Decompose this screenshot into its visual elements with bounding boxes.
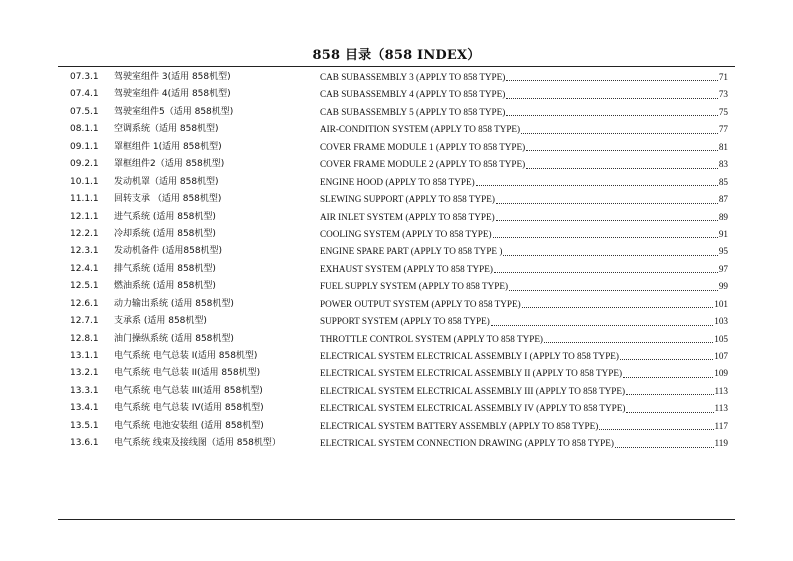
dot-leader <box>623 377 713 378</box>
page-number: 97 <box>718 263 728 274</box>
english-title: AIR-CONDITION SYSTEM (APPLY TO 858 TYPE) <box>320 124 521 135</box>
english-title: FUEL SUPPLY SYSTEM (APPLY TO 858 TYPE) <box>320 281 509 292</box>
dot-leader <box>506 115 717 116</box>
dot-leader <box>476 185 718 186</box>
index-row <box>0 139 793 156</box>
chinese-title: 动力输出系统 (适用 858机型) <box>114 298 234 309</box>
chinese-title: 发动机罩（适用 858机型) <box>114 176 219 187</box>
dot-leader <box>503 255 717 256</box>
english-title-line <box>320 313 728 330</box>
section-number: 12.1.1 <box>70 211 99 222</box>
dot-leader <box>493 237 718 238</box>
chinese-title: 电气系统 电气总装 I(适用 858机型) <box>114 351 258 361</box>
chinese-title: 驾驶室组件5（适用 858机型) <box>114 106 234 117</box>
chinese-title: 驾驶室组件 4(适用 858机型) <box>114 89 231 100</box>
dot-leader <box>506 98 717 99</box>
section-number: 07.4.1 <box>70 89 99 100</box>
section-number: 10.1.1 <box>70 176 99 187</box>
section-number: 11.1.1 <box>70 194 99 205</box>
english-title: ELECTRICAL SYSTEM ELECTRICAL ASSEMBLY IV (APPLY TO 858 TYPE) <box>320 403 626 414</box>
chinese-title: 电气系统 电池安装组 (适用 858机型) <box>114 420 264 431</box>
section-number: 12.7.1 <box>70 316 99 327</box>
english-title-line <box>320 174 728 191</box>
page-number: 83 <box>718 159 728 170</box>
english-title-line <box>320 139 728 156</box>
section-number: 13.1.1 <box>70 351 99 361</box>
index-row <box>0 331 793 348</box>
index-row <box>0 365 793 382</box>
dot-leader <box>526 150 718 151</box>
page-number: 91 <box>718 228 728 239</box>
index-row <box>0 174 793 191</box>
page-number: 107 <box>714 351 728 361</box>
english-title: SLEWING SUPPORT (APPLY TO 858 TYPE) <box>320 194 495 205</box>
dot-leader <box>496 220 718 221</box>
english-title: COVER FRAME MODULE 2 (APPLY TO 858 TYPE) <box>320 159 526 170</box>
index-row <box>0 296 793 313</box>
english-title: CAB SUBASSEMBLY 5 (APPLY TO 858 TYPE) <box>320 106 506 117</box>
english-title: ELECTRICAL SYSTEM BATTERY ASSEMBLY (APPLY TO 858 TYPE) <box>320 420 599 431</box>
index-row <box>0 191 793 208</box>
chinese-title: 电气系统 电气总装 II(适用 858机型) <box>114 368 261 379</box>
page-number: 101 <box>714 298 728 309</box>
english-title: ENGINE SPARE PART (APPLY TO 858 TYPE ) <box>320 246 503 257</box>
english-title: CAB SUBASSEMBLY 3 (APPLY TO 858 TYPE) <box>320 72 506 82</box>
page-number: 109 <box>714 368 728 379</box>
english-title: ENGINE HOOD (APPLY TO 858 TYPE) <box>320 176 475 187</box>
top-rule <box>58 66 735 67</box>
english-title-line <box>320 261 728 278</box>
english-title-line <box>320 331 728 348</box>
english-title: ELECTRICAL SYSTEM CONNECTION DRAWING (APPLY TO 858 TYPE) <box>320 438 614 449</box>
chinese-title: 排气系统 (适用 858机型) <box>114 263 216 274</box>
page-number: 113 <box>714 403 728 414</box>
index-row <box>0 348 793 365</box>
section-number: 13.5.1 <box>70 420 99 431</box>
section-number: 12.6.1 <box>70 298 99 309</box>
index-list <box>0 69 793 453</box>
english-title-line <box>320 226 728 243</box>
chinese-title: 空调系统（适用 858机型) <box>114 124 219 135</box>
english-title-line <box>320 435 728 452</box>
chinese-title: 电气系统 线束及接线图（适用 858机型） <box>114 438 281 449</box>
dot-leader <box>626 394 713 395</box>
section-number: 12.4.1 <box>70 263 99 274</box>
index-row <box>0 418 793 435</box>
dot-leader <box>506 80 717 81</box>
dot-leader <box>494 272 718 273</box>
section-number: 09.1.1 <box>70 141 99 152</box>
page-number: 75 <box>718 106 728 117</box>
dot-leader <box>620 359 713 360</box>
english-title-line <box>320 121 728 138</box>
english-title: CAB SUBASSEMBLY 4 (APPLY TO 858 TYPE) <box>320 89 506 100</box>
index-row <box>0 313 793 330</box>
page-number: 117 <box>714 420 728 431</box>
dot-leader <box>526 168 718 169</box>
english-title: COVER FRAME MODULE 1 (APPLY TO 858 TYPE) <box>320 141 526 152</box>
page-number: 73 <box>718 89 728 100</box>
page-number: 71 <box>718 72 728 82</box>
index-row <box>0 86 793 103</box>
section-number: 07.3.1 <box>70 72 99 82</box>
english-title: ELECTRICAL SYSTEM ELECTRICAL ASSEMBLY II (APPLY TO 858 TYPE) <box>320 368 623 379</box>
index-row <box>0 104 793 121</box>
dot-leader <box>615 447 714 448</box>
english-title-line <box>320 296 728 313</box>
page-number: 99 <box>718 281 728 292</box>
section-number: 13.2.1 <box>70 368 99 379</box>
index-row <box>0 156 793 173</box>
dot-leader <box>522 307 714 308</box>
english-title-line <box>320 86 728 103</box>
index-row <box>0 209 793 226</box>
page-number: 119 <box>714 438 728 449</box>
index-row <box>0 226 793 243</box>
chinese-title: 回转支承 （适用 858机型) <box>114 194 222 205</box>
page-number: 95 <box>718 246 728 257</box>
dot-leader <box>509 290 718 291</box>
chinese-title: 驾驶室组件 3(适用 858机型) <box>114 72 231 82</box>
english-title-line <box>320 383 728 400</box>
dot-leader <box>544 342 713 343</box>
index-row <box>0 400 793 417</box>
index-row <box>0 383 793 400</box>
section-number: 12.8.1 <box>70 333 99 344</box>
dot-leader <box>491 325 713 326</box>
english-title-line <box>320 365 728 382</box>
page-number: 77 <box>718 124 728 135</box>
chinese-title: 发动机备件 (适用858机型) <box>114 246 223 257</box>
chinese-title: 罩框组件 1(适用 858机型) <box>114 141 222 152</box>
english-title-line <box>320 418 728 435</box>
page-number: 87 <box>718 194 728 205</box>
section-number: 13.6.1 <box>70 438 99 449</box>
index-row <box>0 243 793 260</box>
english-title: THROTTLE CONTROL SYSTEM (APPLY TO 858 TYPE) <box>320 333 543 344</box>
index-row <box>0 261 793 278</box>
english-title-line <box>320 209 728 226</box>
page-number: 89 <box>718 211 728 222</box>
chinese-title: 冷却系统 (适用 858机型) <box>114 228 216 239</box>
chinese-title: 电气系统 电气总装 IV(适用 858机型) <box>114 403 264 414</box>
chinese-title: 油门操纵系统 (适用 858机型) <box>114 333 234 344</box>
index-row <box>0 121 793 138</box>
english-title: ELECTRICAL SYSTEM ELECTRICAL ASSEMBLY I (APPLY TO 858 TYPE) <box>320 351 619 361</box>
page-number: 113 <box>714 385 728 396</box>
english-title: ELECTRICAL SYSTEM ELECTRICAL ASSEMBLY III (APPLY TO 858 TYPE) <box>320 385 626 396</box>
english-title-line <box>320 348 728 365</box>
english-title: SUPPORT SYSTEM (APPLY TO 858 TYPE) <box>320 316 490 327</box>
index-row <box>0 435 793 452</box>
dot-leader <box>521 133 718 134</box>
bottom-rule <box>58 519 735 520</box>
page-title: 858 目录（858 INDEX） <box>312 48 481 63</box>
english-title: AIR INLET SYSTEM (APPLY TO 858 TYPE) <box>320 211 495 222</box>
dot-leader <box>599 429 713 430</box>
index-row <box>0 69 793 86</box>
section-number: 12.3.1 <box>70 246 99 257</box>
dot-leader <box>496 203 718 204</box>
dot-leader <box>626 412 713 413</box>
section-number: 13.3.1 <box>70 385 99 396</box>
english-title-line <box>320 69 728 86</box>
chinese-title: 罩框组件2（适用 858机型) <box>114 159 225 170</box>
english-title-line <box>320 104 728 121</box>
english-title-line <box>320 278 728 295</box>
english-title: COOLING SYSTEM (APPLY TO 858 TYPE) <box>320 228 492 239</box>
chinese-title: 支承系 (适用 858机型) <box>114 316 207 327</box>
chinese-title: 进气系统 (适用 858机型) <box>114 211 216 222</box>
index-row <box>0 278 793 295</box>
english-title-line <box>320 243 728 260</box>
chinese-title: 电气系统 电气总装 III(适用 858机型) <box>114 385 263 396</box>
section-number: 13.4.1 <box>70 403 99 414</box>
page-number: 103 <box>714 316 728 327</box>
page-number: 81 <box>718 141 728 152</box>
chinese-title: 燃油系统 (适用 858机型) <box>114 281 216 292</box>
page-number: 105 <box>714 333 728 344</box>
english-title-line <box>320 156 728 173</box>
page-number: 85 <box>718 176 728 187</box>
english-title: POWER OUTPUT SYSTEM (APPLY TO 858 TYPE) <box>320 298 521 309</box>
section-number: 12.5.1 <box>70 281 99 292</box>
section-number: 08.1.1 <box>70 124 99 135</box>
english-title: EXHAUST SYSTEM (APPLY TO 858 TYPE) <box>320 263 493 274</box>
section-number: 09.2.1 <box>70 159 99 170</box>
english-title-line <box>320 400 728 417</box>
section-number: 12.2.1 <box>70 228 99 239</box>
section-number: 07.5.1 <box>70 106 99 117</box>
english-title-line <box>320 191 728 208</box>
